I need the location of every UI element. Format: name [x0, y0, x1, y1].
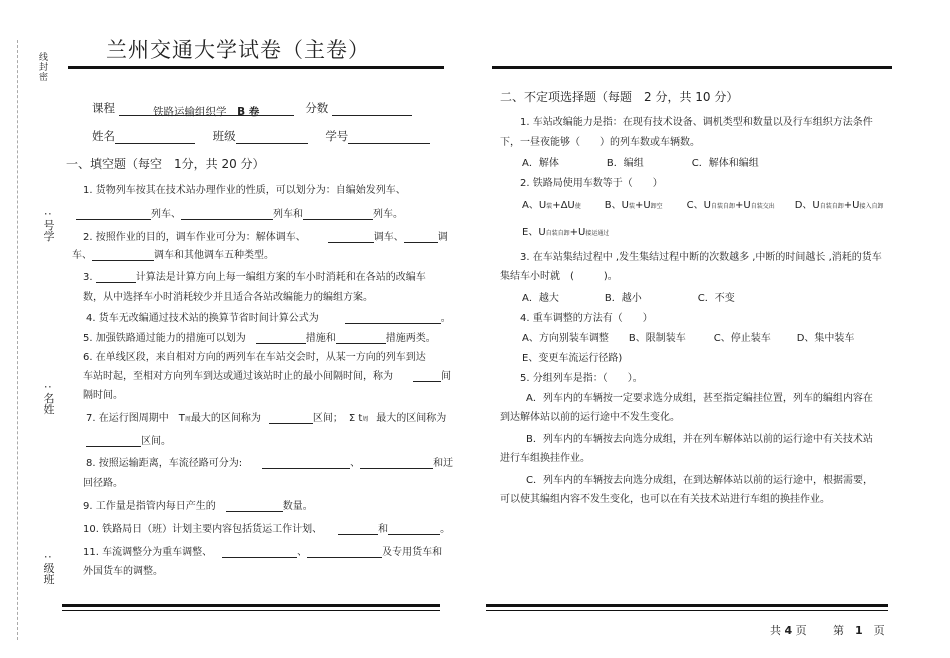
bottom-rule-right-thin [486, 610, 888, 611]
q11-line: 11. 车流调整分为重车调整、 、 及专用货车和 [83, 547, 443, 558]
top-rule-left [68, 66, 444, 69]
name-row: 姓名 班级 学号 [92, 128, 430, 144]
mc5-text: 5. 分组列车是指：（ ）。 [520, 373, 643, 384]
mc1-text: 1. 车站改编能力是指：在现有技术设备、调机类型和数量以及行车组织方法条件 [520, 117, 873, 128]
binding-line [17, 40, 18, 640]
q6-cont: 车站时起，至相对方向列车到达或通过该站时止的最小间隔时间，称为 间 [83, 371, 451, 382]
course-row: 课程 铁路运输组织学 B 卷 分数 [92, 100, 412, 116]
q10-line: 10. 铁路局日（班）计划主要内容包括货运工作计划、 和 。 [83, 524, 451, 535]
top-rule-right [492, 66, 892, 69]
mc5-c1: C．列车内的车辆按去向选分成组，在到达解体站以前的运行途中，根据需要， [526, 475, 873, 486]
q8-cont: 回径路。 [83, 478, 123, 489]
mc4-options: A、方向别装车调整 B、限制装车 C、停止装车 D、集中装车 [522, 333, 855, 344]
bottom-rule-left-thin [62, 610, 440, 611]
section2-heading: 二、不定项选择题（每题 2 分，共 10 分） [500, 90, 739, 104]
section1-heading: 一、填空题（每空 1分，共 20 分） [66, 157, 265, 171]
mc3-text: 3. 在车站集结过程中 ,发生集结过程中断的次数越多 ,中断的时间越长 ,消耗的货车 [520, 252, 882, 263]
mc5-b1: B．列车内的车辆按去向选分成组，并在列车解体站以前的运行途中有关技术站 [526, 434, 873, 445]
class-field [236, 132, 308, 144]
mc5-a1: A．列车内的车辆按一定要求选分成组，甚至指定编挂位置，列车的编组内容在 [526, 393, 873, 404]
q2-cont: 车、 调车和其他调车五种类型。 [72, 250, 274, 261]
q9-line: 9. 工作量是指管内每日产生的 数量。 [83, 501, 313, 512]
q5-line: 5. 加强铁路通过能力的措施可以划为 措施和 措施两类。 [83, 333, 436, 344]
name-field [115, 132, 195, 144]
mc1-text2: 下，一昼夜能够（ ）的列车数或车辆数。 [500, 137, 700, 148]
score-field [332, 104, 412, 116]
q1-line: 1. 货物列车按其在技术站办理作业的性质，可以划分为：自编始发列车、 [83, 185, 406, 196]
page-total: 共 4 页 [770, 624, 807, 637]
page-number: 第 1 页 [833, 624, 885, 637]
id-field [348, 132, 430, 144]
class-side-label: : 级班 [42, 555, 55, 585]
q1-blanks: 列车、 列车和 列车。 [76, 205, 403, 220]
bottom-rule-right [486, 604, 888, 607]
mc3-text2: 集结车小时就 ( )。 [500, 271, 618, 282]
q6-line: 6. 在单线区段，来自相对方向的两列车在车站交会时，从某一方向的列车到达 [83, 352, 426, 363]
q7-cont: 区间。 [86, 432, 171, 447]
mc2-options: A、U装+ΔU使 B、U装+U卸空 C、U自装自卸+U自装交出 D、U自装自卸+U接入自卸 [522, 200, 884, 211]
bottom-rule-left [62, 604, 440, 607]
mc5-b2: 进行车组换挂作业。 [500, 453, 590, 464]
q7-line: 7. 在运行图周期中 T周最大的区间称为 区间； Σ t周 最大的区间称为 [86, 413, 447, 424]
q4-line: 4. 货车无改编通过技术站的换算节省时间计算公式为 。 [86, 313, 451, 324]
page-title: 兰州交通大学试卷（主卷） [106, 38, 370, 62]
mc2-option-e: E、U自装自卸+U接运通过 [522, 227, 610, 238]
mc4-option-e: E、变更车流运行径路) [522, 353, 623, 364]
q8-line: 8. 按照运输距离，车流径路可分为: 、 和迂 [86, 458, 454, 469]
name-side-label: : 名姓 [42, 385, 55, 415]
student-id-side-label: : 号学 [42, 212, 55, 242]
q11-cont: 外国货车的调整。 [83, 566, 163, 577]
mc5-a2: 到达解体站以前的运行途中不发生变化。 [500, 412, 680, 423]
mc4-text: 4. 重车调整的方法有（ ） [520, 313, 653, 324]
course-field: 铁路运输组织学 B 卷 [119, 104, 294, 116]
q6-end: 隔时间。 [83, 390, 123, 401]
q2-line: 2. 按照作业的目的，调车作业可分为：解体调车、 调车、 调 [83, 232, 448, 243]
mc5-c2: 可以使其编组内容不发生变化，也可以在有关技术站进行车组的换挂作业。 [500, 494, 830, 505]
q3-line: 3. 计算法是计算方向上每一编组方案的车小时消耗和在各站的改编车 [83, 272, 426, 283]
mc3-options: A．越大 B．越小 C．不变 [522, 293, 735, 304]
mc2-text: 2. 铁路局使用车数等于（ ） [520, 178, 663, 189]
seal-line-label: 线封密 [37, 52, 47, 82]
mc1-options: A．解体 B．编组 C．解体和编组 [522, 158, 759, 169]
q3-cont: 数，从中选择车小时消耗较少并且适合各站改编能力的编组方案。 [83, 292, 373, 303]
